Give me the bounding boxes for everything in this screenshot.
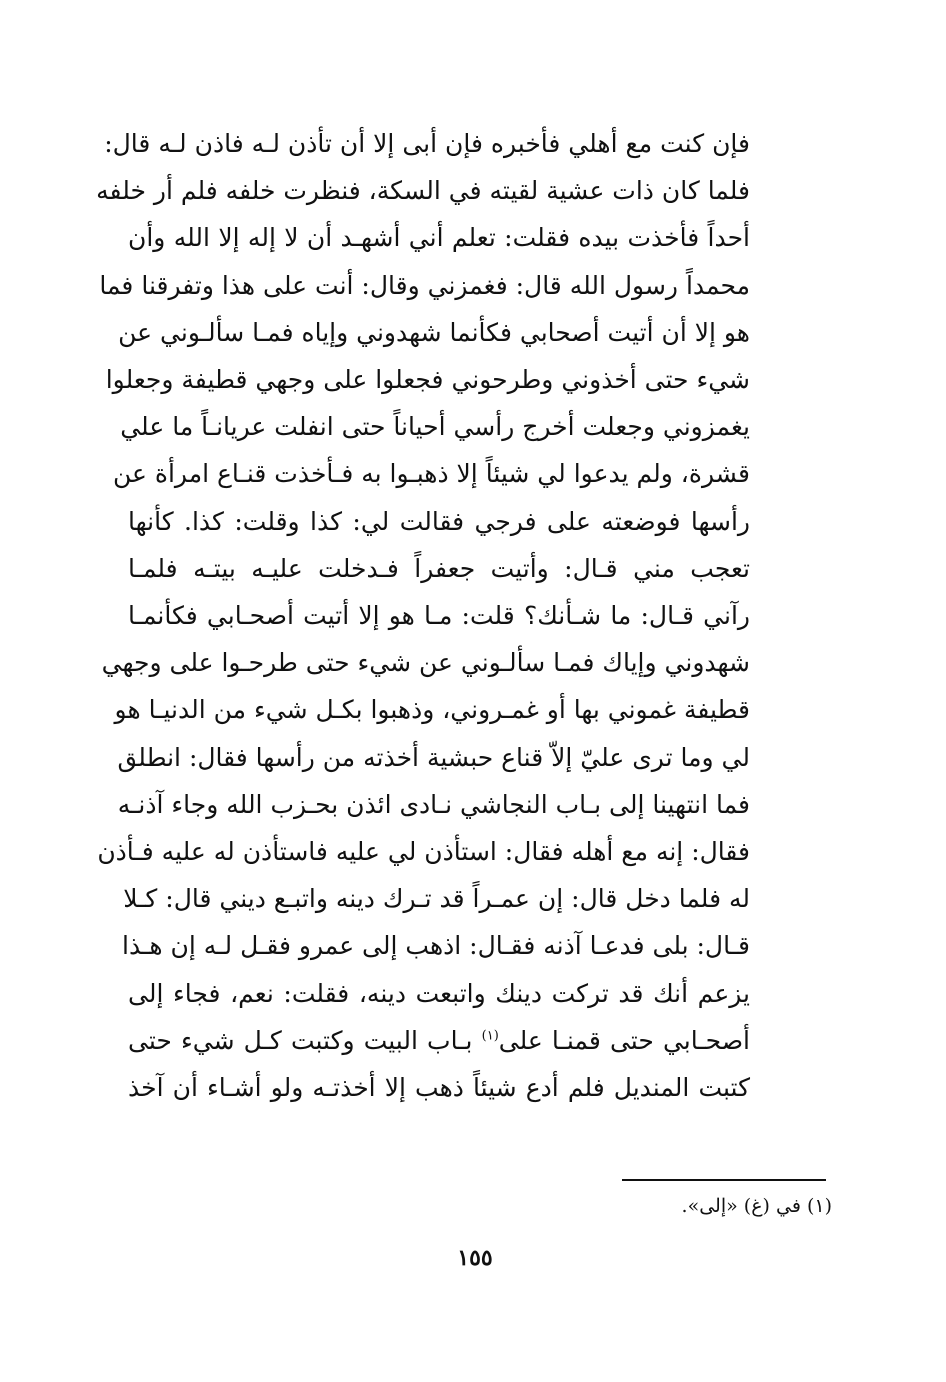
text-line: أحداً فأخذت بيده فقلت: تعلم أني أشهـد أن لا إله إلا الله وأن (128, 223, 750, 253)
text-line: شيء حتى أخذوني وطرحوني فجعلوا على وجهي قطيفة وجعلوا (105, 365, 750, 395)
text-line: رأسها فوضعته على فرجي فقالت لي: كذا وقلت: كذا. كأنها (128, 506, 750, 536)
text-line: فما انتهينا إلى بـاب النجاشي نـادى ائذن بحـزب الله وجاء آذنـه (117, 789, 750, 819)
text-line: قـال: بلى فدعـا آذنه فقـال: اذهب إلى عمرو فقـل لـه إن هـذا (122, 931, 750, 961)
text-line: رآني قـال: ما شـأنك؟ قلت: مـا هو إلا أتيت أصحـابي فكأنمـا (128, 601, 750, 631)
page-number: ١٥٥ (457, 1245, 493, 1271)
text-line: قطيفة غموني بها أو غمـروني، وذهبوا بكـل شيء من الدنيـا هو (114, 695, 750, 725)
footnote-reference[interactable]: (١) (481, 1028, 499, 1044)
text-line: محمداً رسول الله قال: فغمزني وقال: أنت على هذا وتفرقنا فما (99, 270, 750, 300)
footnote-separator (622, 1179, 826, 1181)
text-line: قشرة، ولم يدعوا لي شيئاً إلا ذهبـوا به فـأخذت قنـاع امرأة عن (112, 459, 750, 489)
text-line: يزعم أنك قد تركت دينك واتبعت دينه، فقلت: نعم، فجاء إلى (128, 978, 750, 1008)
text-line: يغمزوني وجعلت أخرج رأسي أحياناً حتى انفلت عريانـاً ما علي (120, 412, 750, 442)
text-line-part: أصحـابي حتى قمنـا على (498, 1025, 750, 1055)
text-line: كتبت المنديل فلم أدع شيئاً ذهب إلا أخذتـه ولو أشـاء أن آخذ (128, 1073, 750, 1103)
body-text (96, 120, 750, 1111)
text-line: له فلما دخل قال: إن عمـراً قد تـرك دينه واتبـع ديني قال: كـلا (123, 884, 750, 914)
text-line-part: بـاب البيت وكتبت كـل شيء حتى (128, 1025, 473, 1055)
text-line: فإن كنت مع أهلي فأخبره فإن أبى إلا أن تأذن لـه فاذن لـه قال: (104, 129, 750, 158)
text-line: تعجب مني قـال: وأتيت جعفراً فـدخلت عليـه بيتـه فلمـا (128, 553, 750, 583)
footnote: (١) في (غ) «إلى». (681, 1195, 832, 1217)
text-line: هو إلا أن أتيت أصحابي فكأنما شهدوني وإياه فمـا سألـوني عن (118, 317, 750, 347)
text-line: فقال: إنه مع أهله فقال: استأذن لي عليه فاستأذن له عليه فـأذن (97, 837, 750, 867)
text-line: فلما كان ذات عشية لقيته في السكة، فنظرت خلفه فلم أر خلفه (96, 176, 750, 206)
text-line: لي وما ترى عليّ إلاّ قناع حبشية أخذته من رأسها فقال: انطلق (117, 742, 750, 772)
text-line: شهدوني وإياك فمـا سألـوني عن شيء حتى طرحـوا على وجهي (101, 648, 750, 678)
text-line-with-footnote-ref (128, 1017, 750, 1064)
